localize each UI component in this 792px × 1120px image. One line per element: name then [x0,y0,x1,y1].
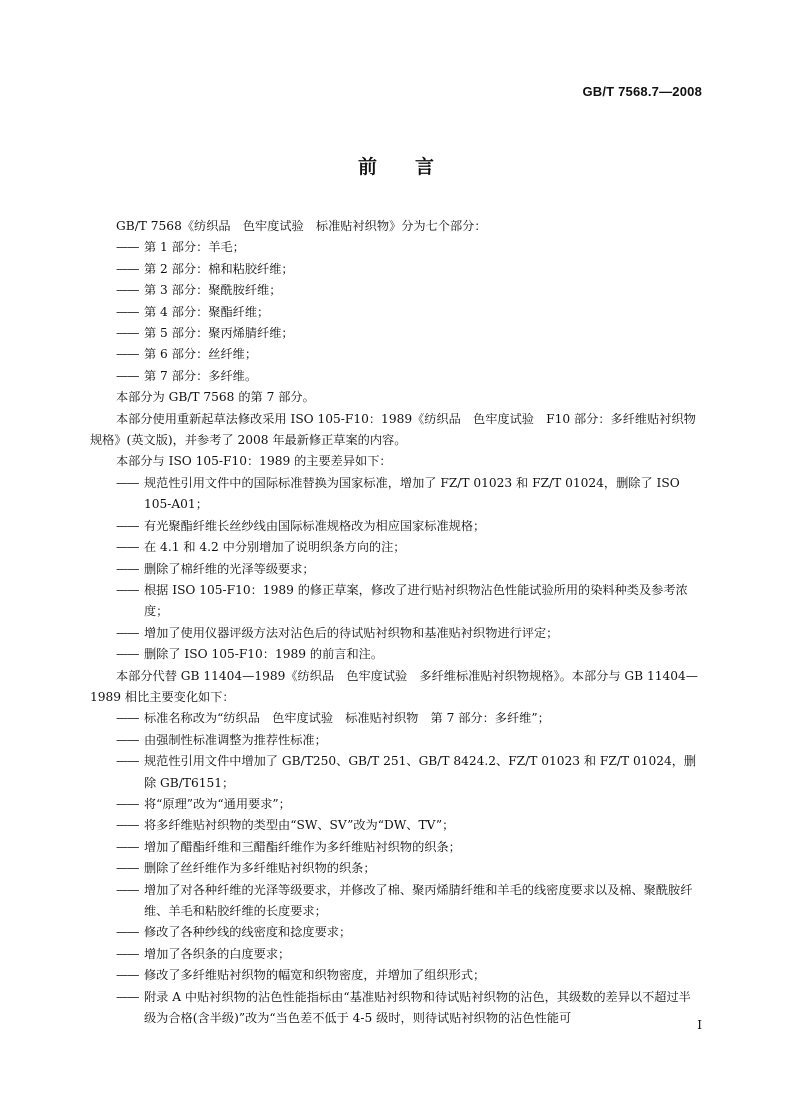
list-item [90,815,702,836]
list-item [90,644,702,665]
iso-differences-intro: 本部分与 ISO 105-F10：1989 的主要差异如下： [116,454,392,469]
list-item-text: 在 4.1 和 4.2 中分别增加了说明织条方向的注； [144,540,406,555]
dash-mark: —— [116,582,139,597]
list-item [90,323,702,344]
dash-mark: —— [116,818,139,833]
list-item [90,580,702,623]
list-item-text: 第 2 部分：棉和粘胶纤维； [144,261,294,276]
list-item [90,730,702,751]
changes-list [90,708,702,1029]
dash-mark: —— [116,647,139,662]
dash-mark: —— [116,796,139,811]
list-item-text: 由强制性标准调整为推荐性标准； [144,732,327,747]
dash-mark: —— [116,261,139,276]
dash-mark: —— [116,540,139,555]
list-item [90,237,702,258]
list-item-text: 第 3 部分：聚酰胺纤维； [144,283,282,298]
dash-mark: —— [116,711,139,726]
list-item-text: 第 1 部分：羊毛； [144,240,245,255]
dash-mark: —— [116,283,139,298]
list-item-text: 规范性引用文件中增加了 GB/T250、GB/T 251、GB/T 8424.2、FZ/T 01023 和 FZ/T 01024，删除 GB/T6151； [144,754,697,790]
parts-list [90,237,702,387]
dash-mark: —— [116,518,139,533]
list-item-text: 增加了醋酯纤维和三醋酯纤维作为多纤维贴衬织物的织条； [144,839,461,854]
list-item [90,280,702,301]
page-title: 前言 [357,156,472,178]
dash-mark: —— [116,754,139,769]
list-item-text: 删除了棉纤维的光泽等级要求； [144,561,315,576]
dash-mark: —— [116,240,139,255]
dash-mark: —— [116,304,139,319]
list-item [90,944,702,965]
list-item [90,344,702,365]
list-item-text: 修改了多纤维贴衬织物的幅宽和织物密度，并增加了组织形式； [144,968,486,983]
list-item [90,708,702,729]
dash-mark: —— [116,968,139,983]
list-item [90,366,702,387]
page-number: I [697,1018,702,1032]
list-item [90,559,702,580]
dash-mark: —— [116,989,139,1004]
list-item-text: 将“原理”改为“通用要求”； [144,796,291,811]
list-item-text: 删除了 ISO 105-F10：1989 的前言和注。 [144,647,384,662]
part-statement: 本部分为 GB/T 7568 的第 7 部分。 [116,390,315,405]
list-item-text: 增加了使用仪器评级方法对沾色后的待试贴衬织物和基准贴衬织物进行评定； [144,625,559,640]
dash-mark: —— [116,475,139,490]
dash-mark: —— [116,732,139,747]
list-item-text: 第 5 部分：聚丙烯腈纤维； [144,326,294,341]
intro-paragraph: GB/T 7568《纺织品 色牢度试验 标准贴衬织物》分为七个部分： [116,219,487,233]
document-body [90,216,702,1029]
iso-differences-list [90,473,702,666]
list-item-text: 第 6 部分：丝纤维； [144,347,258,362]
replacement-paragraph: 本部分代替 GB 11404—1989《纺织品 色牢度试验 多纤维标准贴衬织物规格》。本部分与 GB 11404—1989 相比主要变化如下： [90,668,698,704]
list-item [90,965,702,986]
dash-mark: —— [116,861,139,876]
dash-mark: —— [116,561,139,576]
list-item-text: 将多纤维贴衬织物的类型由“SW、SV”改为“DW、TV”； [144,818,455,833]
list-item-text: 根据 ISO 105-F10：1989 的修正草案，修改了进行贴衬织物沾色性能试验所用的染料种类及参考浓度； [144,582,688,619]
list-item [90,880,702,923]
dash-mark: —— [116,347,139,362]
list-item [90,794,702,815]
list-item-text: 附录 A 中贴衬织物的沾色性能指标由“基准贴衬织物和待试贴衬织物的沾色，其级数的差异以不超过半级为合格(含半级)”改为“当色差不低于 4-5 级时，则待试贴衬织物的沾色性能可 [144,989,691,1026]
dash-mark: —— [116,882,139,897]
dash-mark: —— [116,925,139,940]
list-item [90,922,702,943]
dash-mark: —— [116,946,139,961]
dash-mark: —— [116,625,139,640]
iso-adoption-paragraph: 本部分使用重新起草法修改采用 ISO 105-F10：1989《纺织品 色牢度试验 F10 部分：多纤维贴衬织物规格》(英文版)，并参考了 2008 年最新修正草案的内容。 [90,411,696,448]
list-item [90,516,702,537]
dash-mark: —— [116,326,139,341]
list-item-text: 第 4 部分：聚酯纤维； [144,304,270,319]
list-item-text: 有光聚酯纤维长丝纱线由国际标准规格改为相应国家标准规格； [144,518,486,533]
list-item-text: 增加了各织条的白度要求； [144,946,291,961]
list-item-text: 标准名称改为“纺织品 色牢度试验 标准贴衬织物 第 7 部分：多纤维”； [144,711,550,726]
list-item-text: 第 7 部分：多纤维。 [144,368,258,383]
list-item [90,302,702,323]
list-item-text: 修改了各种纱线的线密度和捻度要求； [144,925,352,940]
list-item [90,537,702,558]
list-item-text: 增加了对各种纤维的光泽等级要求，并修改了棉、聚丙烯腈纤维和羊毛的线密度要求以及棉、聚酰胺纤维、羊毛和粘胶纤维的长度要求； [144,882,693,918]
list-item-text: 规范性引用文件中的国际标准替换为国家标准，增加了 FZ/T 01023 和 FZ/T 01024，删除了 ISO 105-A01； [144,475,680,512]
list-item [90,751,702,794]
list-item [90,623,702,644]
list-item [90,259,702,280]
list-item [90,473,702,516]
list-item-text: 删除了丝纤维作为多纤维贴衬织物的织条； [144,861,376,876]
dash-mark: —— [116,368,139,383]
standard-number: GB/T 7568.7—2008 [582,84,702,99]
list-item [90,858,702,879]
list-item [90,987,702,1030]
list-item [90,837,702,858]
dash-mark: —— [116,839,139,854]
